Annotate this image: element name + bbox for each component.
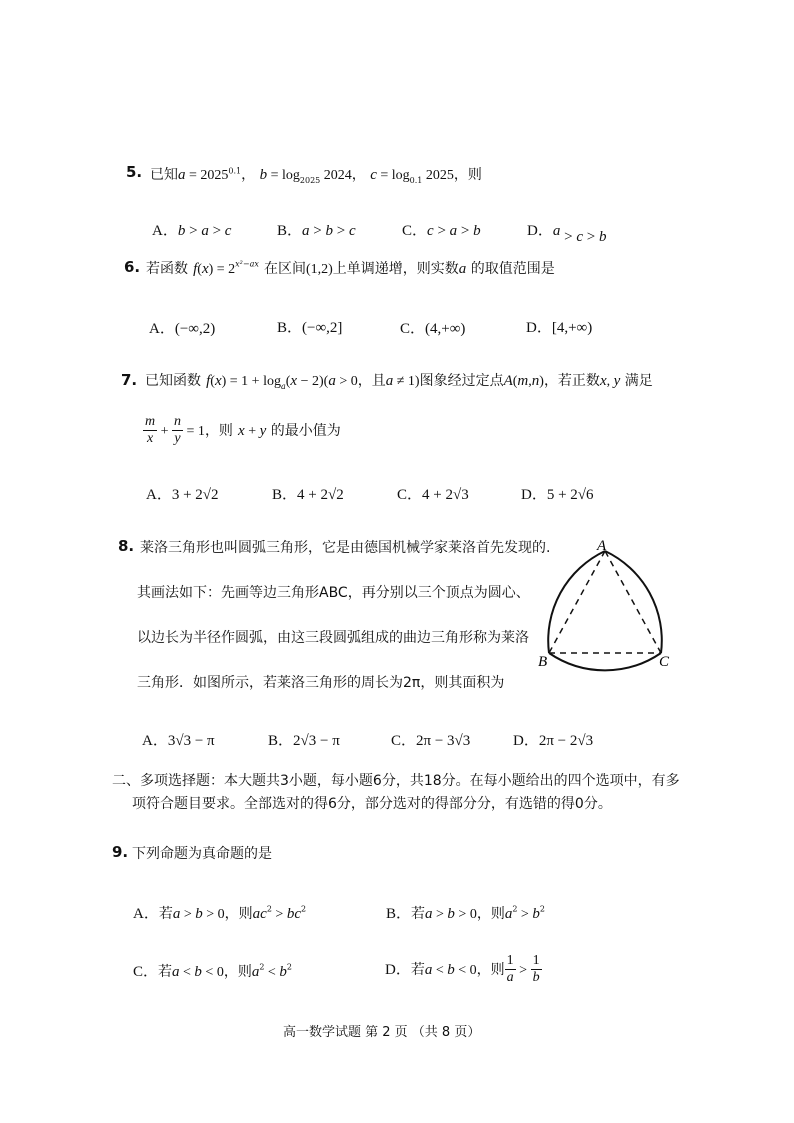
question-8-line-1: 莱洛三角形也叫圆弧三角形，它是由德国机械学家莱洛首先发现的. — [140, 540, 551, 556]
q9-option-b[interactable]: B．若a > b > 0，则$a^2 > b^2$ — [386, 904, 545, 922]
question-8-line-4: 三角形．如图所示，若莱洛三角形的周长为2π，则其面积为 — [137, 675, 505, 691]
q8-option-a[interactable]: A．3√3 − π — [142, 733, 215, 749]
question-6-stem: 若函数 $f(x) = 2^{x^2-ax}$ 在区间(1,2)上单调递增，则实数a 的取值范围是 — [146, 259, 555, 277]
q7-option-c[interactable]: C．4 + 2√3 — [397, 487, 469, 503]
side-ca — [605, 551, 661, 653]
section-2-line-2: 项符合题目要求。全部选对的得6分，部分选对的得部分分，有选错的得0分。 — [132, 796, 612, 812]
question-7-stem: 已知函数 $f(x) = 1 + \log_a(x - 2)(a > 0$，且a ≠ 1)图象经过定点A(m,n)，若正数x, y 满足 — [145, 373, 653, 392]
page-footer: 高一数学试题 第 2 页 （共 8 页） — [283, 1025, 481, 1040]
question-6 — [124, 257, 140, 276]
question-7 — [121, 370, 137, 389]
question-7-number: 7. — [121, 371, 138, 389]
q5-option-c[interactable]: C．c > a > b — [402, 223, 481, 239]
question-8 — [118, 536, 134, 555]
q7-option-d[interactable]: D．5 + 2√6 — [521, 487, 594, 503]
arc-bc — [549, 653, 661, 670]
question-8-line-2: 其画法如下：先画等边三角形ABC，再分别以三个顶点为圆心、 — [137, 585, 530, 601]
q8-option-c[interactable]: C．2π − 3√3 — [391, 733, 471, 749]
q6-option-a[interactable]: A．(−∞,2) — [149, 321, 216, 337]
q7-option-b[interactable]: B．4 + 2√2 — [272, 487, 344, 503]
vertex-label-b: B — [538, 654, 548, 670]
question-5-number: 5. — [126, 163, 143, 181]
question-9-stem: 下列命题为真命题的是 — [132, 846, 272, 862]
question-5-stem: 已知$a = 2025^{0.1}$， $b = \log_{2025} 2024$， $c = \log_{0.1} 2025$，则 — [150, 166, 482, 185]
q8-option-d[interactable]: D．2π − 2√3 — [513, 733, 594, 749]
q5-option-b[interactable]: B．a > b > c — [277, 223, 356, 239]
side-ab — [549, 551, 605, 653]
question-6-number: 6. — [124, 258, 141, 276]
q6-option-b[interactable]: B．(−∞,2] — [277, 320, 343, 336]
q5-option-a[interactable]: A．b > a > c — [152, 223, 232, 239]
question-7-stem-2: $\frac{m}{x}$ + $\frac{n}{y}$ = 1，则 x + y 的最小值为 — [145, 414, 341, 447]
q8-option-b[interactable]: B．2√3 − π — [268, 733, 340, 749]
question-9 — [112, 842, 128, 861]
section-2-line-1: 二、多项选择题：本大题共3小题，每小题6分，共18分。在每小题给出的四个选项中，有多 — [112, 773, 680, 789]
question-8-line-3: 以边长为半径作圆弧，由这三段圆弧组成的曲边三角形称为莱洛 — [137, 630, 529, 646]
question-8-number: 8. — [118, 537, 135, 555]
q9-option-d[interactable]: D．若a < b < 0，则 $\frac{1}{a}$ > $\frac{1}{b}$ — [385, 953, 540, 986]
q6-option-d[interactable]: D．[4,+∞) — [526, 320, 593, 336]
q6-option-c[interactable]: C．(4,+∞) — [400, 321, 466, 337]
q5-option-d[interactable]: D．a > c > b — [527, 223, 607, 245]
reuleaux-triangle-figure — [530, 535, 690, 675]
q9-option-c[interactable]: C．若a < b < 0，则$a^2 < b^2$ — [133, 962, 292, 980]
q9-option-a[interactable]: A．若a > b > 0，则$ac^2 > bc^2$ — [133, 904, 307, 922]
question-5 — [126, 162, 142, 181]
vertex-label-a: A — [597, 538, 607, 554]
vertex-label-c: C — [659, 654, 670, 670]
question-9-number: 9. — [112, 843, 129, 861]
q7-option-a[interactable]: A．3 + 2√2 — [146, 487, 219, 503]
